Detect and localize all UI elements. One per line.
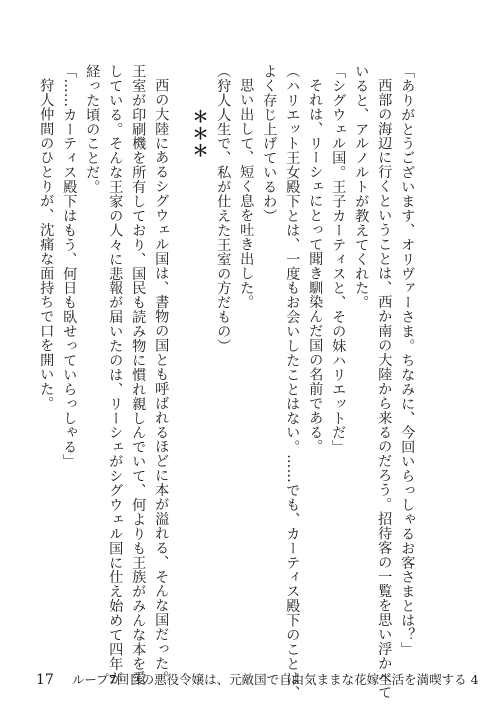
text-line: いると、アルノルトが教えてくれた。 [353,64,370,310]
text-line: 西部の海辺に行くということは、西か南の大陸から来るのだろう。招待客の一覧を思い浮かべて [376,78,393,700]
page-footer [36,670,479,688]
text-line: 西の大陸にあるシグウェル国は、書物の国とも呼ばれるほどに本が溢れる、そんな国だった。 [153,78,170,685]
text-line: 「……カーティス殿下はもう、何日も臥せっていらっしゃる」 [61,64,78,469]
text-line: 経った頃のことだ。 [84,64,101,195]
text-line: 思い出して、短く息を吐き出した。 [238,78,255,310]
text-line: 王室が印刷機を所有しており、国民も読み物に慣れ親しんでいて、何よりも王族がみんな本を愛 [130,64,147,686]
text-line: 「シグウェル国。王子カーティスと、その妹ハリエットだ」 [330,64,347,455]
text-line: （ハリエット王女殿下とは、一度もお会いしたことはない。……でも、カーティス殿下のことは、 [284,64,301,700]
text-line: 狩人仲間のひとりが、沈痛な面持ちで口を開いた。 [38,78,55,411]
text-line: よく存じ上げているわ） [261,64,278,223]
running-title: ループ7回目の悪役令嬢は、元敵国で自由気ままな花嫁生活を満喫する 4 [71,672,479,687]
page-number: 17 [36,672,54,688]
text-line: している。そんな王家の人々に悲報が届いたのは、リーシェがシグウェル国に仕え始めて四年が [107,64,124,686]
section-break-asterisks: ＊＊＊ [190,108,209,159]
text-line: それは、リーシェにとって聞き馴染んだ国の名前である。 [307,78,324,454]
text-line: （狩人人生で、私が仕えた王室の方だもの） [215,64,232,353]
text-line: 「ありがとうございます、オリヴァーさま。ちなみに、今回いらっしゃるお客さまとは？」 [399,64,416,657]
